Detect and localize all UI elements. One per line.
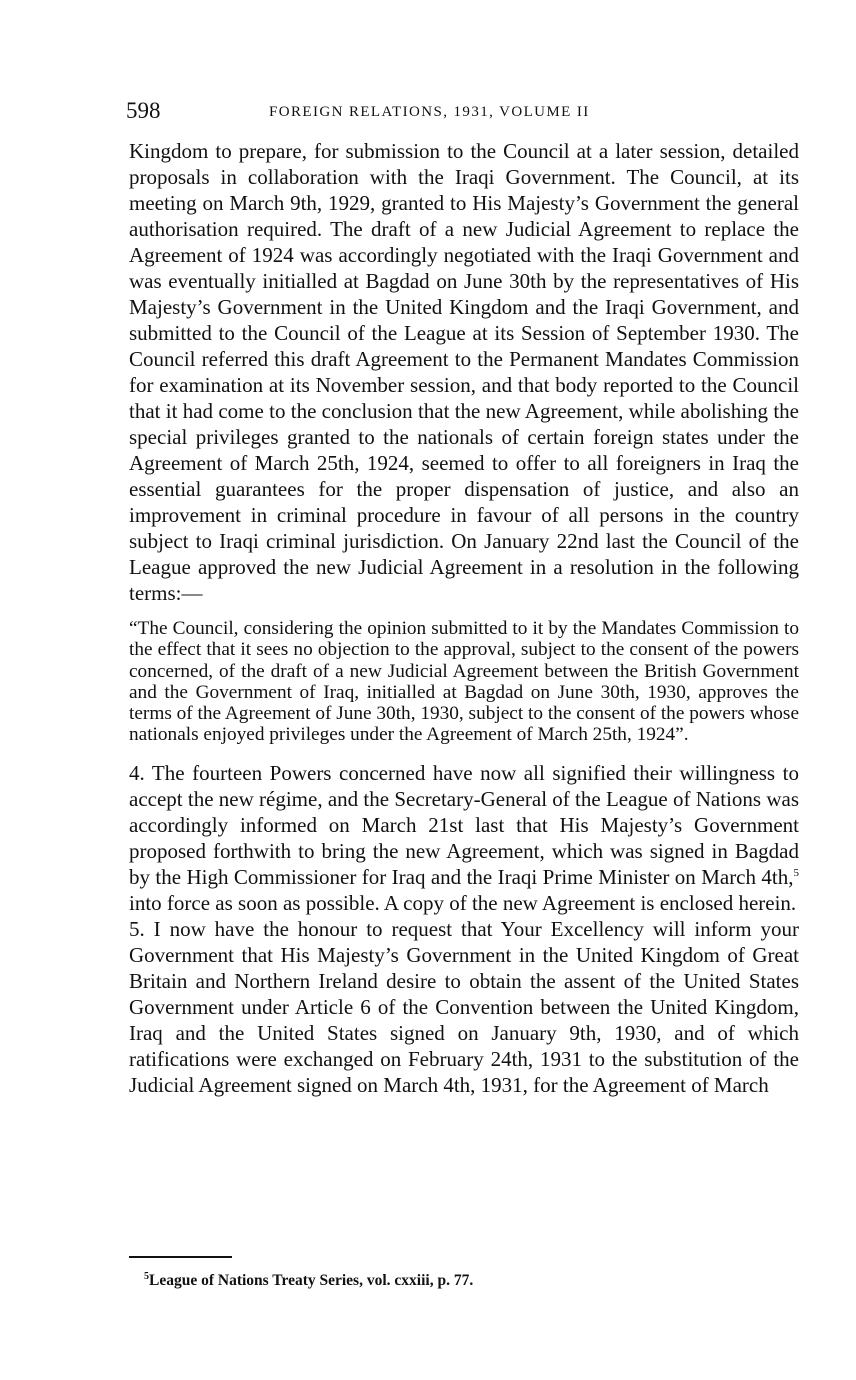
footnote <box>144 1270 473 1292</box>
footnote-mark: 5 <box>144 1270 149 1282</box>
document-page <box>126 96 799 1098</box>
paragraph-continuation: Kingdom to prepare, for submission to the Council at a later session, detailed proposals in collaboration with the Iraqi Government. The Council, at its meeting on March 9th, 1929, granted to His Majesty’s Government the general authorisation required. The draft of a new Judicial Agreement to replace the Agreement of 1924 was accordingly negotiated with the Iraqi Government and was eventually initialled at Bagdad on June 30th by the representatives of His Majesty’s Government in the United Kingdom and the Iraqi Government, and submitted to the Council of the League at its Session of September 1930. The Council referred this draft Agreement to the Permanent Mandates Commission for examination at its November session, and that body reported to the Council that it had come to the conclusion that the new Agreement, while abolishing the special privileges granted to the nationals of certain foreign states under the Agreement of March 25th, 1924, seemed to offer to all foreigners in Iraq the essential guarantees for the proper dispensation of justice, and also an improvement in criminal procedure in favour of all persons in the country subject to Iraqi criminal jurisdiction. On January 22nd last the Council of the League approved the new Judicial Agreement in a resolution in the following terms:— <box>129 139 799 605</box>
running-head: FOREIGN RELATIONS, 1931, VOLUME II <box>269 104 590 120</box>
paragraph-4-text-end: into force as soon as possible. A copy of the new Agreement is enclosed herein. <box>129 890 797 915</box>
page-header <box>126 96 799 130</box>
footnote-reference[interactable]: 5 <box>793 866 799 879</box>
footnote-divider <box>129 1256 232 1258</box>
footnote-text: League of Nations Treaty Series, vol. cxxiii, p. 77. <box>149 1272 474 1289</box>
paragraph-4 <box>129 760 799 916</box>
paragraph-4-text: 4. The fourteen Powers concerned have now all signified their willingness to accept the new régime, and the Secretary-General of the League of Nations was accordingly informed on March 21st last that His Majesty’s Government proposed forthwith to bring the new Agreement, which was signed in Bagdad by the High Commissioner for Iraq and the Iraqi Prime Minister on March 4th, <box>129 760 799 889</box>
page-number: 598 <box>126 98 161 123</box>
council-resolution-quote: “The Council, considering the opinion submitted to it by the Mandates Commission to the effect that it sees no objection to the approval, subject to the consent of the powers concerned, of the draft of a new Judicial Agreement between the British Government and the Government of Iraq, initialled at Bagdad on June 30th, 1930, approves the terms of the Agreement of June 30th, 1930, subject to the consent of the powers whose nationals enjoyed privileges under the Agreement of March 25th, 1924”. <box>129 618 799 746</box>
paragraph-5: 5. I now have the honour to request that Your Excellency will inform your Government that His Majesty’s Government in the United Kingdom of Great Britain and Northern Ireland desire to obtain the assent of the United States Government under Article 6 of the Convention between the United Kingdom, Iraq and the United States signed on January 9th, 1930, and of which ratifications were exchanged on February 24th, 1931 to the substitution of the Judicial Agreement signed on March 4th, 1931, for the Agreement of March <box>129 916 799 1097</box>
